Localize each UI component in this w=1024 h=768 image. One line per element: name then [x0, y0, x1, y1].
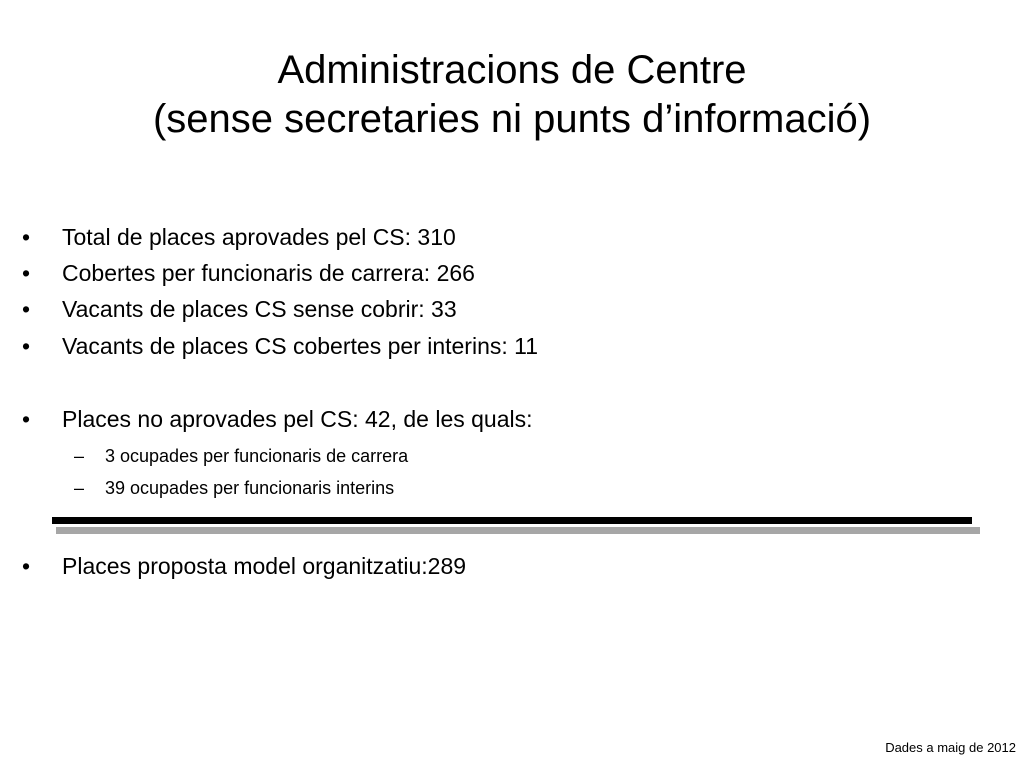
sub-bullet-marker: –	[74, 478, 85, 498]
bullet-text: Vacants de places CS cobertes per interins: 11	[62, 333, 539, 359]
bullet-marker: •	[22, 260, 31, 286]
title-line-1: Administracions de Centre	[277, 48, 747, 92]
bullet-text: Total de places aprovades pel CS: 310	[62, 224, 456, 250]
divider-shadow	[56, 527, 980, 534]
bullet-text: Places proposta model organitzatiu:289	[62, 553, 467, 579]
bullet-marker: •	[22, 406, 31, 432]
bullet-text: Places no aprovades pel CS: 42, de les quals:	[62, 406, 533, 432]
divider-rule	[52, 517, 972, 524]
bullet-marker: •	[22, 553, 31, 579]
sub-bullet-marker: –	[74, 446, 85, 466]
bullet-marker: •	[22, 333, 31, 359]
sub-bullet-text: 39 ocupades per funcionaris interins	[105, 478, 395, 498]
sub-bullet-text: 3 ocupades per funcionaris de carrera	[105, 446, 409, 466]
footnote: Dades a maig de 2012	[885, 740, 1016, 755]
bullet-marker: •	[22, 224, 31, 250]
title-line-2: (sense secretaries ni punts d’informació)	[152, 97, 872, 141]
bullet-text: Cobertes per funcionaris de carrera: 266	[62, 260, 475, 286]
bullet-text: Vacants de places CS sense cobrir: 33	[62, 296, 457, 322]
bullet-marker: •	[22, 296, 31, 322]
slide-title	[0, 46, 1024, 144]
